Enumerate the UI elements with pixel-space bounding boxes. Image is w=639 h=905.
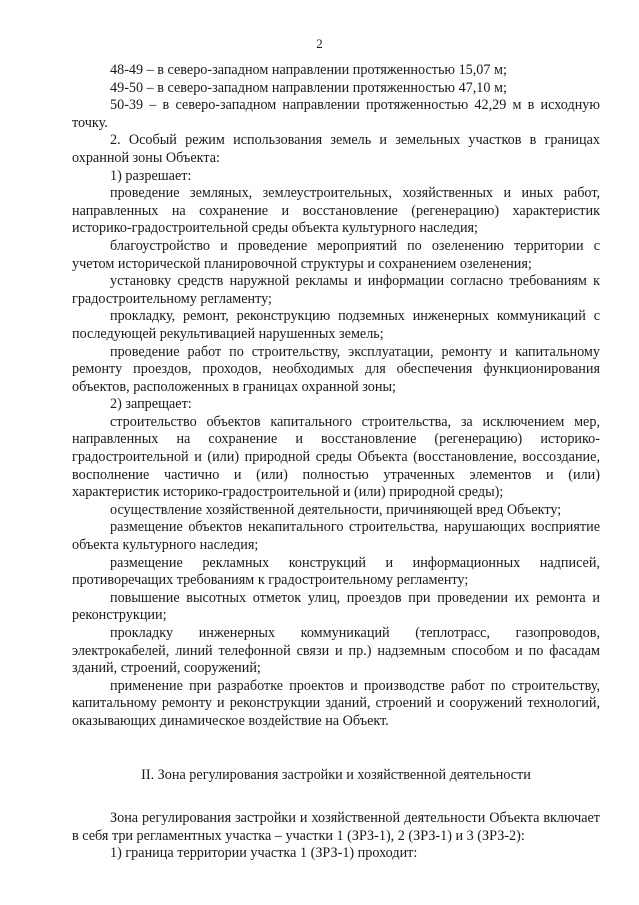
paragraph: 1) граница территории участка 1 (ЗРЗ-1) проходит: [110,845,418,862]
paragraph: 48-49 – в северо-западном направлении протяженностью 15,07 м; [110,62,507,78]
paragraph: проведение работ по строительству, эксплуатации, ремонту и капитальному ремонту проездов, проходов, необходимых для обеспечения функционирования объектов, расположенных в границах охранной зоны; [72,343,600,395]
spacer [72,731,600,767]
paragraph: размещение рекламных конструкций и информационных надписей, противоречащих требованиям к градостроительному регламенту; [72,554,600,589]
page-number: 2 [316,36,323,51]
paragraph: осуществление хозяйственной деятельности, причиняющей вред Объекту; [110,501,562,518]
paragraph: прокладку инженерных коммуникаций (теплотрасс, газопроводов, электрокабелей, линий телефонной связи и пр.) надземным способом и по фасадам зданий, строений, сооружений; [72,625,600,677]
paragraph: строительство объектов капитального строительства, за исключением мер, направленных на сохранение и восстановление (регенерацию) историко-градостроительной и (или) природной среды Объекта (восстановление, воссоздание, восполнение частично и (или) полностью утраченных элементов и (или) характеристик историко-градостроительной и (или) природной среды); [72,413,600,501]
paragraph: прокладку, ремонт, реконструкцию подземных инженерных коммуникаций с последующей рекультивацией нарушенных земель; [72,308,600,342]
paragraph: 50-39 – в северо-западном направлении протяженностью 42,29 м в исходную точку. [72,97,600,131]
document-body [72,62,600,863]
paragraph: 1) разрешает: [110,167,192,184]
paragraph: 2. Особый режим использования земель и земельных участков в границах охранной зоны Объекта: [72,132,600,166]
paragraph: проведение земляных, землеустроительных, хозяйственных и иных работ, направленных на сохранение и восстановление (регенерацию) характеристик историко-градостроительной среды объекта культурного наследия; [72,185,600,237]
section-title: II. Зона регулирования застройки и хозяйственной деятельности [141,766,531,783]
paragraph: установку средств наружной рекламы и информации согласно требованиям к градостроительному регламенту; [72,273,600,307]
paragraph: размещение объектов некапитального строительства, нарушающих восприятие объекта культурного наследия; [72,519,600,554]
paragraph: благоустройство и проведение мероприятий по озеленению территории с учетом исторической планировочной структуры и сохранением озеленения; [72,237,600,272]
paragraph: Зона регулирования застройки и хозяйственной деятельности Объекта включает в себя три регламентных участка – участки 1 (ЗРЗ-1), 2 (ЗРЗ-1) и 3 (ЗРЗ-2): [72,810,600,844]
paragraph: повышение высотных отметок улиц, проездов при проведении их ремонта и реконструкции; [72,589,600,624]
paragraph: применение при разработке проектов и производстве работ по строительству, капитальному ремонту и реконструкции зданий, строений и сооружений технологий, оказывающих динамическое воздействие на Объект. [72,677,600,729]
paragraph: 2) запрещает: [110,396,192,413]
paragraph: 49-50 – в северо-западном направлении протяженностью 47,10 м; [110,79,507,96]
